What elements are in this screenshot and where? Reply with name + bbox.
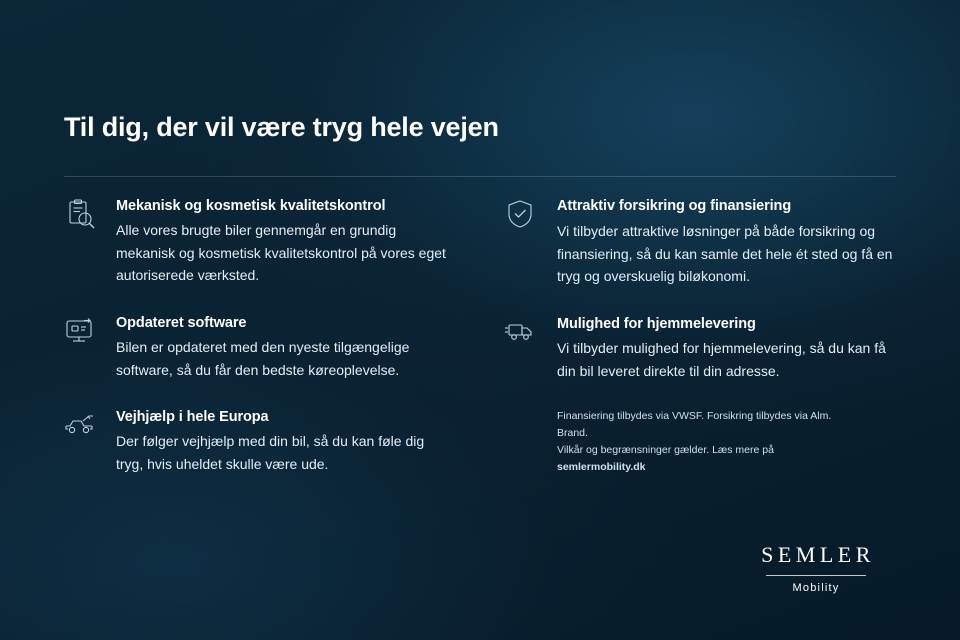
header-divider [64,176,896,177]
feature-column-right [505,196,896,502]
logo-wordmark: SEMLER [761,542,875,567]
brand-logo [736,542,896,594]
feature-text: Bilen er opdateret med den nyeste tilgængelige software, så du får den bedste køreoplevelse. [116,339,410,378]
feature-title: Opdateret software [116,315,247,332]
monitor-software-update-icon [64,313,102,347]
legal-website-link[interactable]: semlermobility.dk [557,461,646,474]
legal-line-2 [557,442,857,476]
feature-item [64,407,455,475]
feature-text: Vi tilbyder attraktive løsninger på både forsikring og finansiering, så du kan samle det hele ét sted og få en tryg og overskuelig biløkonomi. [557,223,893,285]
page-title: Til dig, der vil være tryg hele vejen [64,112,499,142]
feature-columns [64,196,896,502]
feature-text: Vi tilbyder mulighed for hjemmelevering, så du kan få din bil leveret direkte til din adresse. [557,340,886,379]
tow-truck-icon [64,407,102,441]
feature-item [64,313,455,381]
clipboard-inspection-icon [64,196,102,230]
delivery-truck-icon [505,314,543,348]
feature-title: Attraktiv forsikring og finansiering [557,198,792,214]
feature-title: Mulighed for hjemmelevering [557,316,756,333]
feature-column-left [64,196,455,502]
legal-line-1: Finansiering tilbydes via VWSF. Forsikring tilbydes via Alm. Brand. [557,410,832,440]
feature-item [505,196,896,288]
feature-text: Der følger vejhjælp med din bil, så du kan føle dig tryg, hvis uheldet skulle være ude. [116,433,425,473]
feature-title: Vejhjælp i hele Europa [116,409,269,426]
shield-check-icon [505,196,543,230]
legal-disclaimer [557,408,857,476]
logo-rule [766,575,866,576]
feature-item [64,196,455,287]
feature-item [505,314,896,382]
feature-text: Alle vores brugte biler gennemgår en grundig mekanisk og kosmetisk kvalitetskontrol på vores eget autoriserede værksted. [116,222,446,284]
legal-line-2-text: Vilkår og begrænsninger gælder. Læs mere på [557,444,774,457]
logo-subtitle: Mobility [792,582,840,594]
feature-title: Mekanisk og kosmetisk kvalitetskontrol [116,198,386,214]
